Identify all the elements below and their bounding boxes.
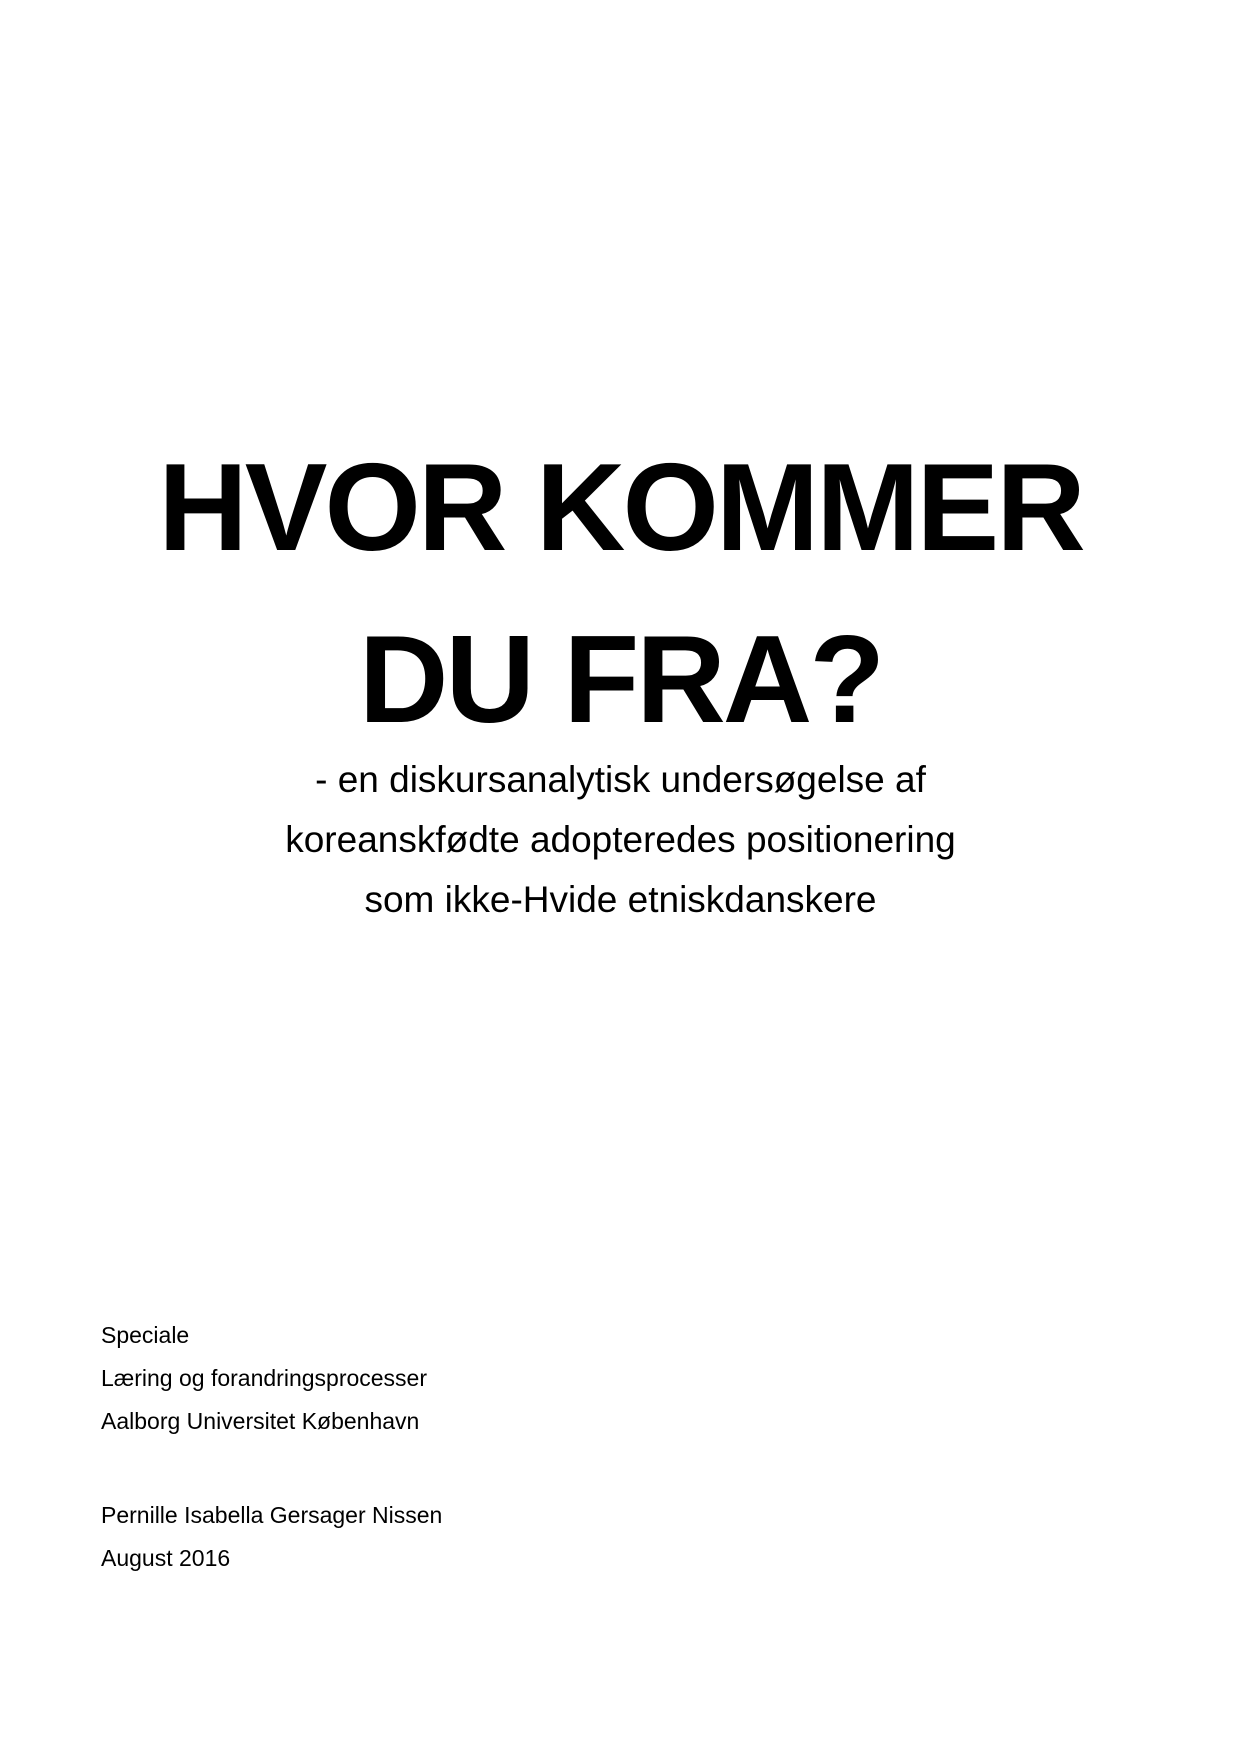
- date: August 2016: [101, 1545, 231, 1571]
- university: Aalborg Universitet København: [101, 1408, 420, 1434]
- subtitle: [0, 750, 1241, 930]
- study-program: Læring og forandringsprocesser: [101, 1365, 428, 1391]
- thesis-type: Speciale: [101, 1322, 190, 1348]
- subtitle-line: - en diskursanalytisk undersøgelse af: [315, 759, 926, 800]
- author-info: [101, 1494, 442, 1580]
- thesis-info: [101, 1314, 427, 1443]
- title-line-1: HVOR KOMMER: [158, 439, 1083, 577]
- title-line-2: DU FRA?: [358, 611, 883, 749]
- subtitle-line: koreanskfødte adopteredes positionering: [285, 819, 956, 860]
- author-name: Pernille Isabella Gersager Nissen: [101, 1502, 443, 1528]
- subtitle-line: som ikke-Hvide etniskdanskere: [364, 879, 877, 920]
